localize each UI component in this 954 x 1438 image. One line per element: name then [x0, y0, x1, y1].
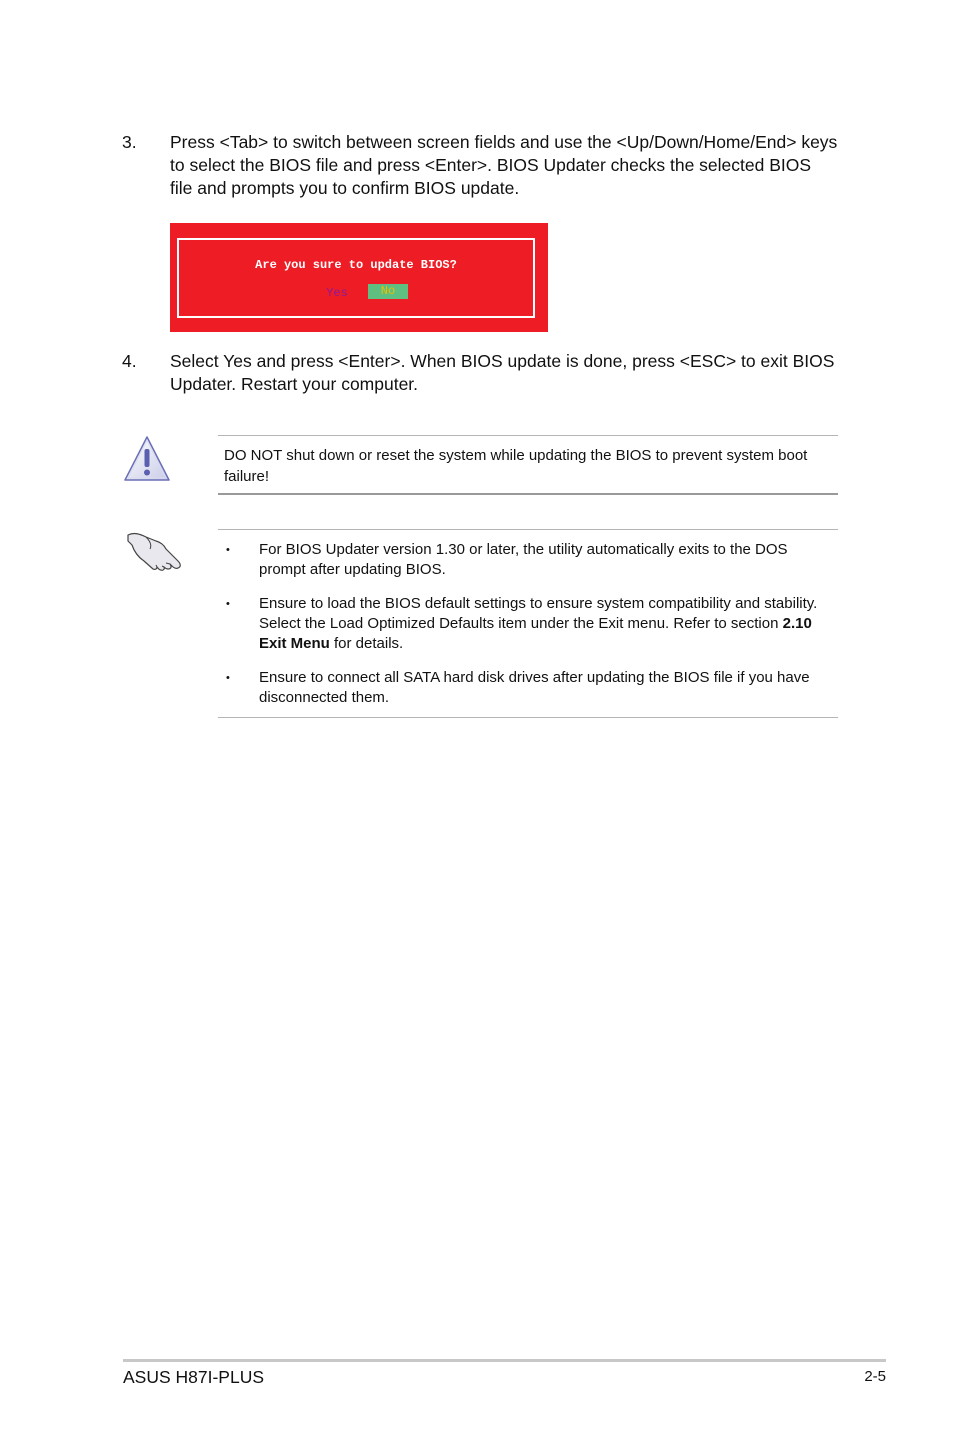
note-item-text: For BIOS Updater version 1.30 or later, the utility automatically exits to the DOS prompt after updating BIOS. — [259, 541, 788, 578]
note-bottom-rule — [218, 717, 838, 718]
note-item-text: Ensure to connect all SATA hard disk drives after updating the BIOS file if you have disconnected them. — [259, 669, 810, 706]
bios-confirm-dialog — [177, 238, 535, 318]
bullet-dot: • — [226, 544, 230, 556]
note-item-text — [259, 594, 834, 654]
step-text: Press <Tab> to switch between screen fields and use the <Up/Down/Home/End> keys to select the BIOS file and press <Enter>. BIOS Updater checks the selected BIOS file and prompts you to confirm BIOS update. — [170, 132, 838, 198]
bullet-dot: • — [226, 598, 230, 610]
step-number: 4. — [122, 351, 137, 371]
note-item-text-part: Ensure to load the BIOS default settings to ensure system compatibility and stability. Select the Load Optimized Defaults item under the Exit menu. Refer to section — [259, 595, 818, 632]
pointing-hand-icon — [126, 527, 184, 573]
bios-confirm-question: Are you sure to update BIOS? — [255, 258, 457, 272]
step-text: Select Yes and press <Enter>. When BIOS update is done, press <ESC> to exit BIOS Updater. Restart your computer. — [170, 351, 835, 394]
caution-top-rule — [218, 435, 838, 436]
step-number: 3. — [122, 132, 137, 152]
section-reference: 2.10 Exit Menu — [259, 615, 812, 652]
footer-page-number: 2-5 — [864, 1368, 886, 1385]
bios-yes-option: Yes — [326, 286, 348, 300]
caution-bottom-rule — [218, 493, 838, 495]
note-top-rule — [218, 529, 838, 530]
footer-product-name: ASUS H87I-PLUS — [123, 1367, 265, 1387]
bios-no-option: No — [368, 284, 408, 299]
footer-rule — [123, 1359, 886, 1362]
warning-triangle-icon — [122, 434, 172, 484]
bullet-dot: • — [226, 672, 230, 684]
note-item-text-part: for details. — [329, 635, 404, 652]
bios-confirm-screenshot — [170, 223, 548, 332]
caution-text: DO NOT shut down or reset the system while updating the BIOS to prevent system boot failure! — [224, 447, 808, 485]
